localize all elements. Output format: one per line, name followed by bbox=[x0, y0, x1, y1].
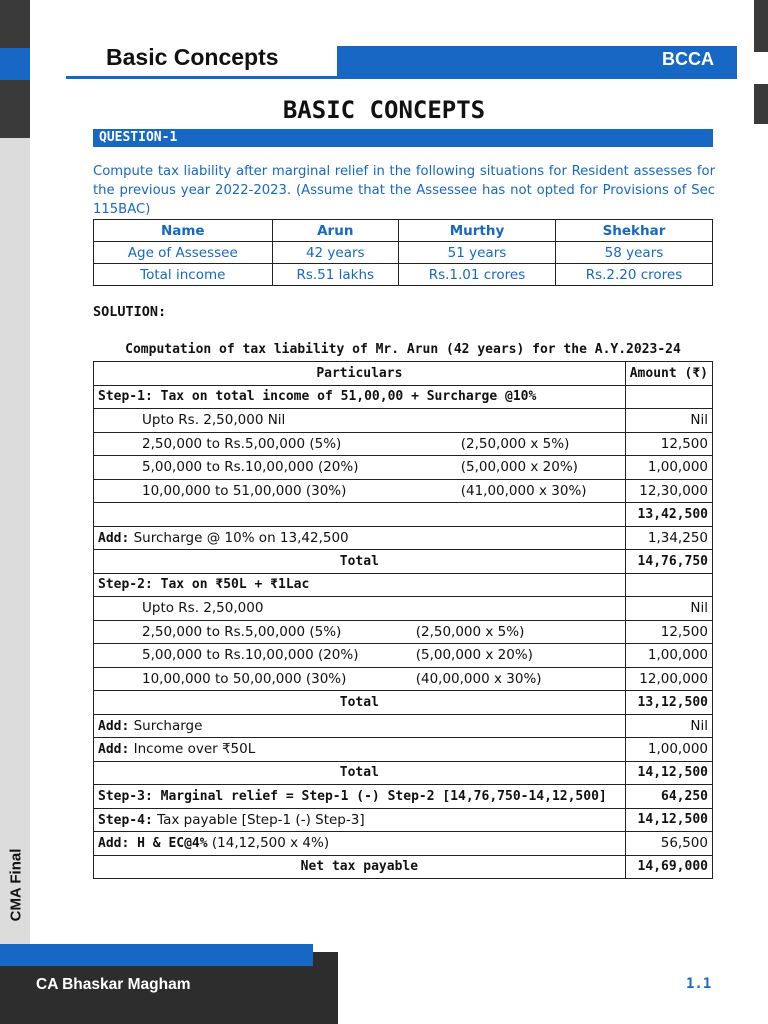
footer-dark-notch bbox=[313, 952, 338, 966]
table-cell: Add: Surcharge bbox=[94, 714, 626, 738]
solution-label: SOLUTION: bbox=[93, 304, 167, 320]
table-cell: Murthy bbox=[399, 220, 556, 242]
table-cell: Arun bbox=[272, 220, 398, 242]
step3-text: Step-3: Marginal relief = Step-1 (-) Step-2 [14,76,750-14,12,500] bbox=[94, 785, 626, 809]
table-cell: 12,00,000 bbox=[625, 667, 712, 691]
table-cell: 12,500 bbox=[625, 620, 712, 644]
table-cell: Add: Surcharge @ 10% on 13,42,500 bbox=[94, 526, 626, 550]
table-cell bbox=[625, 573, 712, 597]
step3-amount: 64,250 bbox=[625, 785, 712, 809]
table-cell: 1,00,000 bbox=[625, 456, 712, 480]
step1-title: Step-1: Tax on total income of 51,00,00 + Surcharge @10% bbox=[94, 385, 626, 409]
table-cell: Name bbox=[94, 220, 273, 242]
table-cell: Step-4: Tax payable [Step-1 (-) Step-3] bbox=[94, 808, 626, 832]
question-bar bbox=[93, 129, 713, 147]
header-title: Basic Concepts bbox=[106, 44, 279, 70]
table-row bbox=[94, 385, 713, 409]
hec-amount: 56,500 bbox=[625, 832, 712, 856]
table-cell: Rs.2.20 crores bbox=[555, 264, 712, 286]
table-row bbox=[94, 573, 713, 597]
table-row bbox=[94, 620, 713, 644]
table-row bbox=[94, 550, 713, 574]
table-cell: 51 years bbox=[399, 242, 556, 264]
table-row bbox=[94, 691, 713, 715]
table-cell: Add: Income over ₹50L bbox=[94, 738, 626, 762]
net-tax-amount: 14,69,000 bbox=[625, 855, 712, 879]
table-cell: Nil bbox=[625, 409, 712, 433]
table-row bbox=[94, 644, 713, 668]
table-row bbox=[94, 855, 713, 879]
table-cell: Rs.51 lakhs bbox=[272, 264, 398, 286]
table-cell: Upto Rs. 2,50,000 bbox=[94, 597, 626, 621]
question-table bbox=[93, 219, 713, 286]
table-row bbox=[94, 761, 713, 785]
page-number: 1.1 bbox=[686, 976, 712, 992]
table-cell: Add: H & EC@4% (14,12,500 x 4%) bbox=[94, 832, 626, 856]
table-row bbox=[94, 220, 713, 242]
table-cell: Total bbox=[94, 761, 626, 785]
table-row bbox=[94, 738, 713, 762]
table-row bbox=[94, 242, 713, 264]
table-cell: Upto Rs. 2,50,000 Nil bbox=[94, 409, 626, 433]
footer-blue-band bbox=[0, 944, 313, 966]
table-cell: Total income bbox=[94, 264, 273, 286]
header-tag: BCCA bbox=[662, 49, 714, 69]
table-row bbox=[94, 526, 713, 550]
table-row bbox=[94, 785, 713, 809]
table-row bbox=[94, 479, 713, 503]
table-cell: 1,00,000 bbox=[625, 644, 712, 668]
header-underline bbox=[66, 76, 737, 79]
table-cell bbox=[625, 385, 712, 409]
sidebar-label: CMA Final bbox=[7, 848, 25, 922]
step2-title: Step-2: Tax on ₹50L + ₹1Lac bbox=[94, 573, 626, 597]
table-cell: Total bbox=[94, 691, 626, 715]
table-cell: 12,500 bbox=[625, 432, 712, 456]
question-text: Compute tax liability after marginal relief in the following situations for Resident assesses for the previous year 2022-2023. (Assume that the Assessee has not opted for Provisions of Sec 115BAC) bbox=[93, 164, 715, 217]
table-row bbox=[94, 714, 713, 738]
table-row bbox=[94, 832, 713, 856]
footer-author: CA Bhaskar Magham bbox=[36, 976, 191, 993]
step2-grand-total: 14,12,500 bbox=[625, 761, 712, 785]
table-cell: 12,30,000 bbox=[625, 479, 712, 503]
table-cell bbox=[94, 503, 626, 527]
table-row bbox=[94, 503, 713, 527]
table-row bbox=[94, 456, 713, 480]
table-cell: 10,00,000 to 51,00,000 (30%) (41,00,000 x 30%) bbox=[94, 479, 626, 503]
table-cell: Nil bbox=[625, 597, 712, 621]
question-label: QUESTION-1 bbox=[99, 130, 178, 145]
footer-dark-band bbox=[0, 966, 338, 1024]
table-cell: 10,00,000 to 50,00,000 (30%) (40,00,000 x 30%) bbox=[94, 667, 626, 691]
table-cell: Shekhar bbox=[555, 220, 712, 242]
sidebar-blue-block bbox=[0, 48, 30, 80]
table-row bbox=[94, 667, 713, 691]
table-cell: Nil bbox=[625, 714, 712, 738]
computation-title: Computation of tax liability of Mr. Arun (42 years) for the A.Y.2023-24 bbox=[125, 342, 681, 357]
sidebar-dark-block bbox=[0, 0, 30, 48]
table-row bbox=[94, 409, 713, 433]
step2-total: 13,12,500 bbox=[625, 691, 712, 715]
step4-amount: 14,12,500 bbox=[625, 808, 712, 832]
net-tax-label: Net tax payable bbox=[94, 855, 626, 879]
table-row bbox=[94, 808, 713, 832]
page-title: BASIC CONCEPTS bbox=[282, 96, 486, 124]
table-row bbox=[94, 264, 713, 286]
table-cell: 5,00,000 to Rs.10,00,000 (20%) (5,00,000 x 20%) bbox=[94, 456, 626, 480]
right-edge-block bbox=[754, 0, 768, 52]
table-cell: 1,00,000 bbox=[625, 738, 712, 762]
step1-total: 14,76,750 bbox=[625, 550, 712, 574]
column-header-particulars: Particulars bbox=[94, 362, 626, 386]
computation-table bbox=[93, 361, 713, 879]
table-cell: Total bbox=[94, 550, 626, 574]
table-cell: 2,50,000 to Rs.5,00,000 (5%) (2,50,000 x 5%) bbox=[94, 432, 626, 456]
table-cell: 5,00,000 to Rs.10,00,000 (20%) (5,00,000 x 20%) bbox=[94, 644, 626, 668]
column-header-amount: Amount (₹) bbox=[625, 362, 712, 386]
step1-subtotal: 13,42,500 bbox=[625, 503, 712, 527]
table-cell: 2,50,000 to Rs.5,00,000 (5%) (2,50,000 x 5%) bbox=[94, 620, 626, 644]
table-cell: 1,34,250 bbox=[625, 526, 712, 550]
table-cell: Rs.1.01 crores bbox=[399, 264, 556, 286]
table-cell: 58 years bbox=[555, 242, 712, 264]
table-cell: 42 years bbox=[272, 242, 398, 264]
table-row bbox=[94, 432, 713, 456]
table-cell: Age of Assessee bbox=[94, 242, 273, 264]
table-row bbox=[94, 362, 713, 386]
table-row bbox=[94, 597, 713, 621]
